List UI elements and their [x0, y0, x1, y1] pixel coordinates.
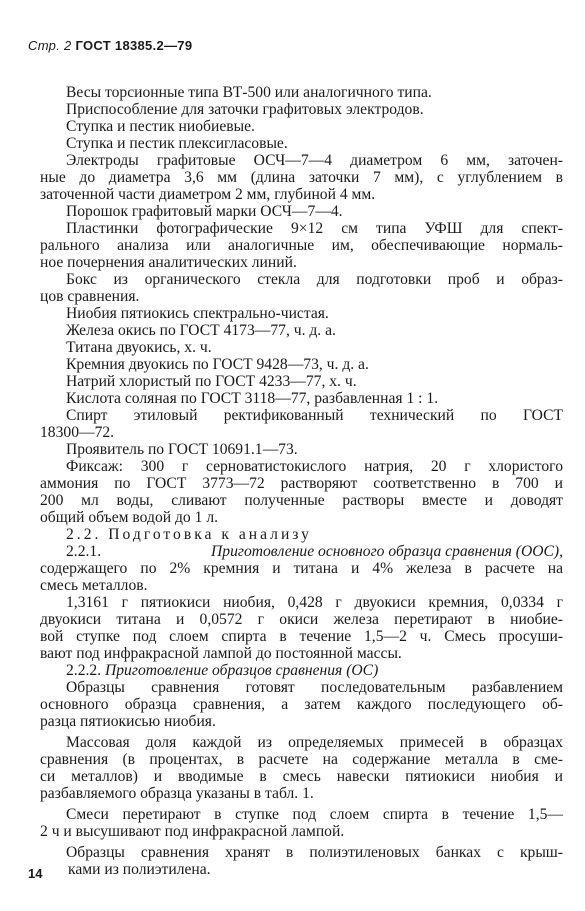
text-line: 200 мл воды, сливают полученные растворы вместе и доводят: [40, 492, 563, 509]
header-standard: ГОСТ 18385.2—79: [75, 38, 193, 53]
subsection-heading: [66, 662, 378, 679]
subsection-heading: [66, 543, 563, 560]
text-line: Ниобия пятиокись спектрально-чистая.: [66, 305, 329, 322]
text-line: Ступка и пестик плексигласовые.: [66, 135, 288, 152]
text-line: цов сравнения.: [40, 288, 140, 305]
subsection-title: Приготовление образцов сравнения (ОС): [105, 662, 379, 679]
subsection-number: 2.2.1.: [66, 543, 102, 560]
text-line: Массовая доля каждой из определяемых примесей в образцах: [66, 734, 563, 751]
text-line: заточенной части диаметром 2 мм, глубиной 4 мм.: [40, 186, 376, 203]
text-line: Кремния двуокись по ГОСТ 9428—73, ч. д. а.: [66, 356, 369, 373]
text-line: двуокиси титана и 0,0572 г окиси железа перетирают в ниобие-: [40, 611, 563, 628]
text-line: Пластинки фотографические 9×12 см типа УФШ для спект-: [66, 220, 563, 237]
text-line: Проявитель по ГОСТ 10691.1—73.: [66, 441, 298, 458]
text-line: 18300—72.: [40, 424, 115, 441]
text-line: Приспособление для заточки графитовых электродов.: [66, 101, 424, 118]
text-line: общий объем водой до 1 л.: [40, 509, 219, 526]
text-line: Бокс из органического стекла для подготовки проб и образ-: [66, 271, 563, 288]
text-line: содержащего по 2% кремния и титана и 4% железа в расчете на: [40, 560, 563, 577]
text-line: сравнения (в процентах, в расчете на содержание металла в сме-: [40, 751, 563, 768]
text-line: Железа окись по ГОСТ 4173—77, ч. д. а.: [66, 322, 336, 339]
text-line: ками из полиэтилена.: [68, 861, 211, 878]
subsection-title: Приготовление основного образца сравнения (ООС),: [211, 543, 563, 560]
text-line: основного образца сравнения, а затем каждого последующего об-: [40, 696, 563, 713]
text-line: Электроды графитовые ОСЧ—7—4 диаметром 6 мм, заточен-: [66, 152, 563, 169]
text-line: Образцы сравнения хранят в полиэтиленовых банках с крыш-: [66, 844, 563, 861]
text-line: Ступка и пестик ниобиевые.: [66, 118, 255, 135]
text-line: Натрий хлористый по ГОСТ 4233—77, х. ч.: [66, 373, 357, 390]
text-line: разца пятиокисью ниобия.: [40, 713, 216, 730]
text-line: разбавляемого образца указаны в табл. 1.: [40, 785, 314, 802]
text-line: Фиксаж: 300 г серноватистокислого натрия, 20 г хлористого: [66, 458, 563, 475]
text-line: ное почернения аналитических линий.: [40, 254, 297, 271]
text-line: 1,3161 г пятиокиси ниобия, 0,428 г двуокиси кремния, 0,0334 г: [66, 594, 563, 611]
text-line: вают под инфракрасной лампой до постоянной массы.: [40, 645, 402, 662]
text-line: Образцы сравнения готовят последовательным разбавлением: [66, 679, 563, 696]
text-line: вой ступке под слоем спирта в течение 1,5—2 ч. Смесь просуши-: [40, 628, 563, 645]
text-line: ные до диаметра 3,6 мм (длина заточки 7 мм), с углублением в: [40, 169, 563, 186]
text-line: Смеси перетирают в ступке под слоем спирта в течение 1,5—: [66, 806, 563, 823]
page-number: 14: [28, 866, 43, 881]
text-line: рального анализа или аналогичные им, обеспечивающие нормаль-: [40, 237, 563, 254]
text-line: Титана двуокись, х. ч.: [66, 339, 212, 356]
text-line: Порошок графитовый марки ОСЧ—7—4.: [66, 203, 343, 220]
text-line: смесь металлов.: [40, 577, 148, 594]
subsection-number: 2.2.2.: [66, 662, 102, 679]
text-line: Спирт этиловый ректификованный технический по ГОСТ: [66, 407, 563, 424]
text-line: си металлов) и вводимые в смесь навески пятиокиси ниобия и: [40, 768, 563, 785]
text-line: Весы торсионные типа ВТ-500 или аналогичного типа.: [66, 84, 432, 101]
section-heading: 2.2. Подготовка к анализу: [66, 526, 312, 543]
text-line: 2 ч и высушивают под инфракрасной лампой.: [40, 823, 345, 840]
text-line: Кислота соляная по ГОСТ 3118—77, разбавленная 1 : 1.: [66, 390, 439, 407]
text-line: аммония по ГОСТ 3773—72 растворяют соответственно в 700 и: [40, 475, 563, 492]
running-header: [28, 38, 192, 53]
header-page-label: Стр. 2: [28, 38, 72, 53]
